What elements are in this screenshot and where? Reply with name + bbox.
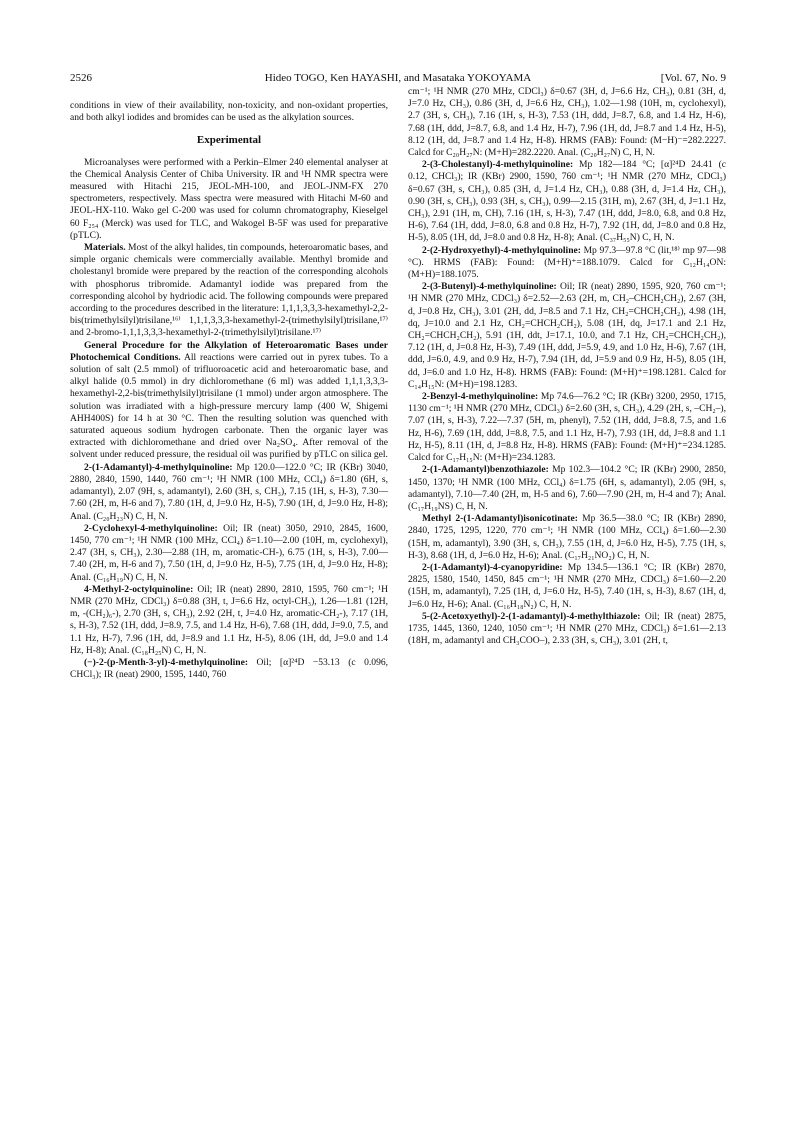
general-procedure-body: All reactions were carried out in pyrex tubes. To a solution of salt (2.5 mmol) of trifluoroacetic acid and heteroaromatic base, and alkyl halide (0.5 mmol) in dry dichloromethane (6 ml) was added 1,1,1,3,3,3-hexamethyl-2,2-bis(trimethylsilyl)trisilane (1 mmol) under argon atmosphere. The solution was irradiated with a high-pressure mercury lamp (400 W, Shigemi AHH400S) for 14 h at 30 °C. Then the resulting solution was quenched with saturated aqueous sodium hydrogen carbonate. Then the organic layer was extracted with dichloromethane and dried over Na₂SO₄. After removal of the solvent under reduced pressure, the residual oil was purified by pTLC on silica gel. [70, 351, 388, 461]
page-number: 2526 [70, 72, 92, 84]
materials-body: Most of the alkyl halides, tin compounds, heteroaromatic bases, and simple organic chemicals were commercially available. Menthyl bromide and cholestanyl bromide were prepared by the reaction of the corresponding alcohols with phosphorus tribromide. Adamantyl iodide was prepared from the corresponding alcohol by hydriodic acid. The following compounds were prepared according to the procedures described in the literature: 1,1,1,3,3,3-hexamethyl-2,2-bis(trimethylsilyl)trisilane,¹⁶⁾ 1,1,1,3,3,3-hexamethyl-2-(trimethylsilyl)trisilane,¹⁷⁾ and 2-bromo-1,1,1,3,3,3-hexamethyl-2-(trimethylsilyl)trisilane.¹⁷⁾ [70, 242, 388, 339]
paragraph-instruments: Microanalyses were performed with a Perkin–Elmer 240 elemental analyser at the Chemical Analysis Center of Chiba University. IR and ¹H NMR spectra were measured with Hitachi 215, JEOL-MH-100, and JEOL-JNM-FX 270 spectrometers, respectively. Mass spectra were measured with Hitachi M-60 and JEOL-HX-110. Wako gel C-200 was used for column chromatography, Kieselgel 60 F₂₅₄ (Merck) was used for TLC, and Wakogel B-5F was used for preparative (pTLC). [70, 156, 388, 241]
compound-name: 5-(2-Acetoxyethyl)-2-(1-adamantyl)-4-methylthiazole: [422, 610, 641, 622]
compound-name: 2-Cyclohexyl-4-methylquinoline: [84, 522, 218, 534]
running-authors: Hideo TOGO, Ken HAYASHI, and Masataka YOKOYAMA [264, 72, 532, 84]
right-column [408, 86, 726, 647]
compound-data: Mp 36.5—38.0 °C; IR (KBr) 2890, 2840, 1725, 1295, 1220, 770 cm⁻¹; ¹H NMR (100 MHz, CCl₄) δ=1.60—2.30 (15H, m, adamantyl), 3.90 (3H, s, CH₃), 7.55 (1H, d, J=6.0 Hz, H-5), 7.75 (1H, s, H-3), 8.68 (1H, d, J=6.0 Hz, H-6); Anal. (C₁₇H₂₁NO₂) C, H, N. [408, 513, 727, 561]
compound-data: Mp 102.3—104.2 °C; IR (KBr) 2900, 2850, 1450, 1370; ¹H NMR (100 MHz, CCl₄) δ=1.75 (6H, s, adamantyl), 2.05 (9H, s, adamantyl), 7.10—7.40 (2H, m, H-5 and 6), 7.60—7.90 (2H, m, H-4 and 7); Anal. (C₁₇H₁₉NS) C, H, N. [408, 464, 726, 512]
compound-entry [70, 584, 388, 657]
general-procedure-heading: General Procedure for the Alkylation of Heteroaromatic Bases under Photochemical Conditions. [70, 339, 388, 363]
compound-entry [408, 464, 726, 513]
compound-name: 2-(1-Adamantyl)-4-methylquinoline: [84, 461, 233, 473]
compound-entry [408, 245, 726, 282]
compound-entry [408, 159, 726, 244]
left-column [70, 100, 388, 681]
compound-entry [408, 391, 726, 464]
journal-reference: [Vol. 67, No. 9 [660, 72, 726, 84]
materials-heading: Materials. [84, 242, 126, 254]
compound-entry [408, 562, 726, 611]
compound-entry [70, 462, 388, 523]
paragraph-general-procedure [70, 340, 388, 462]
compound-name: 2-(2-Hydroxyethyl)-4-methylquinoline: [422, 244, 581, 256]
compound-name: 4-Methyl-2-octylquinoline: [84, 583, 194, 595]
compound-entry [70, 657, 388, 681]
compound-name: 2-(1-Adamantyl)benzothiazole: [422, 464, 549, 476]
compound-name: 2-Benzyl-4-methylquinoline: [422, 391, 539, 403]
compound-data: Mp 134.5—136.1 °C; IR (KBr) 2870, 2825, 1580, 1540, 1450, 845 cm⁻¹; ¹H NMR (270 MHz, CDCl₃) δ=1.60—2.20 (15H, m, adamantyl), 7.25 (1H, d, J=6.0 Hz, H-5), 7.40 (1H, s, H-3), 8.67 (1H, d, J=6.0 Hz, H-6); Anal. (C₁₆H₁₈N₂) C, H, N. [408, 561, 726, 610]
compound-data: Mp 74.6—76.2 °C; IR (KBr) 3200, 2950, 1715, 1130 cm⁻¹; ¹H NMR (270 MHz, CDCl₃) δ=2.60 (3H, s, CH₃), 4.29 (2H, s, –CH₂–), 7.07 (1H, s, H-3), 7.22—7.37 (5H, m, phenyl), 7.52 (1H, ddd, J=8.8, 7.5, and 1.6 Hz, H-6), 7.69 (1H, ddd, J=8.8, 7.5, and 1.1 Hz, H-7), 7.93 (1H, dd, J=8.8 and 1.1 Hz, H-5), 8.11 (1H, d, J=8.8 Hz, H-8). HRMS (FAB): Found: (M+H)⁺=234.1285. Calcd for C₁₇H₁₅N: (M+H)=234.1283. [408, 391, 727, 464]
compound-data: Mp 120.0—122.0 °C; IR (KBr) 3040, 2880, 2840, 1590, 1440, 760 cm⁻¹; ¹H NMR (100 MHz, CCl₄) δ=1.80 (6H, s, adamantyl), 2.07 (9H, s, adamantyl), 2.60 (3H, s, CH₃), 7.15 (1H, s, H-3), 7.30—7.60 (2H, m, H-6 and 7), 7.80 (1H, d, J=9.0 Hz, H-5), 7.90 (1H, d, J=9.0 Hz, H-8); Anal. (C₂₀H₂₃N) C, H, N. [70, 461, 388, 522]
compound-name: (−)-2-(p-Menth-3-yl)-4-methylquinoline: [84, 656, 249, 668]
compound-name: 2-(3-Cholestanyl)-4-methylquinoline: [422, 159, 574, 171]
compound-entry [408, 611, 726, 648]
compound-entry [408, 513, 726, 562]
compound-name: 2-(1-Adamantyl)-4-cyanopyridine: [422, 561, 563, 573]
paragraph-materials [70, 242, 388, 340]
compound-name: 2-(3-Butenyl)-4-methylquinoline: [422, 281, 557, 293]
continued-compound-data: cm⁻¹; ¹H NMR (270 MHz, CDCl₃) δ=0.67 (3H, d, J=6.6 Hz, CH₃), 0.81 (3H, d, J=7.0 Hz, CH₃), 0.86 (3H, d, J=6.6 Hz, CH₃), 1.02—1.98 (10H, m, cyclohexyl), 2.7 (3H, s, CH₃), 7.16 (1H, s, H-3), 7.53 (1H, ddd, J=8.7, 6.8, and 1.4 Hz, H-6), 7.68 (1H, ddd, J=8.7, 6.8, and 1.4 Hz, H-7), 7.96 (1H, dd, J=8.7 and 1.4 Hz, H-5), 8.12 (1H, dd, J=8.7 and 1.4 Hz, H-8). HRMS (FAB): Found: (M−H)⁻=282.2227. Calcd for C₂₀H₂₇N: (M+H)=282.2220. Anal. (C₂₀H₂₇N) C, H, N. [408, 86, 726, 159]
compound-data: Oil; IR (neat) 2890, 2810, 1595, 760 cm⁻¹; ¹H NMR (270 MHz, CDCl₃) δ=0.88 (3H, t, J=6.6 Hz, octyl-CH₃), 1.26—1.81 (12H, m, -(CH₂)₆-), 2.70 (3H, s, CH₃), 2.92 (2H, t, J=4.0 Hz, aromatic-CH₂-), 7.17 (1H, s, H-3), 7.52 (1H, ddd, J=8.9, 7.5, and 1.4 Hz, H-6), 7.68 (1H, ddd, J=9.0, 7.5, and 1.1 Hz, H-7), 7.96 (1H, dd, J=8.9 and 1.1 Hz, H-5), 8.06 (1H, dd, J=9.0 and 1.4 Hz, H-8); Anal. (C₁₈H₂₅N) C, H, N. [70, 583, 388, 656]
compound-data: Oil; IR (neat) 3050, 2910, 2845, 1600, 1450, 770 cm⁻¹; ¹H NMR (100 MHz, CCl₄) δ=1.10—2.00 (10H, m, cyclohexyl), 2.47 (3H, s, CH₃), 2.30—2.88 (1H, m, aromatic-CH-), 6.75 (1H, s, H-3), 7.00—7.40 (2H, m, H-6 and 7), 7.50 (1H, d, J=9.0 Hz, H-5), 7.75 (1H, d, J=9.0 Hz, H-8); Anal. (C₁₆H₁₉N) C, H, N. [70, 522, 389, 583]
compound-data: Oil; IR (neat) 2875, 1735, 1445, 1360, 1240, 1050 cm⁻¹; ¹H NMR (270 MHz, CDCl₃) δ=1.61—2.13 (18H, m, adamantyl and CH₃COO–), 2.33 (3H, s, CH₃), 3.01 (2H, t, [408, 610, 726, 647]
compound-data: Oil; IR (neat) 2890, 1595, 920, 760 cm⁻¹; ¹H NMR (270 MHz, CDCl₃) δ=2.52—2.63 (2H, m, CH₂–CHCH₂CH₂), 2.67 (3H, d, J=0.8 Hz, CH₃), 3.01 (2H, dd, J=8.5 and 7.1 Hz, CH₂=CHCH₂CH₂), 4.98 (1H, dq, J=10.0 and 2.1 Hz, CH₂=CHCH₂CH₂), 5.08 (1H, dq, J=17.1 and 2.1 Hz, CH₂=CHCH₂CH₂), 5.91 (1H, ddt, J=17.1, 10.0, and 7.1 Hz, CH₂=CHCH₂CH₂), 7.12 (1H, d, J=0.8 Hz, H-3), 7.49 (1H, ddd, J=5.9, 4.9, and 1.0 Hz, H-6), 7.67 (1H, ddd, J=6.0, 4.9, and 0.9 Hz, H-7), 7.94 (1H, dd, J=5.9 and 0.9 Hz, H-5), 8.05 (1H, dd, J=6.0 and 1.0 Hz, H-8). HRMS (FAB): Found: (M+H)⁺=198.1281. Calcd for C₁₄H₁₅N: (M+H)=198.1283. [408, 281, 726, 390]
compound-data: Mp 97.3—97.8 °C (lit,¹⁸⁾ mp 97—98 °C). HRMS (FAB): Found: (M+H)⁺=188.1079. Calcd for C₁₂H₁₄ON: (M+H)=188.1075. [408, 244, 726, 281]
section-title-experimental: Experimental [196, 134, 262, 147]
page-header [70, 70, 726, 86]
compound-name: Methyl 2-(1-Adamantyl)isonicotinate: [422, 513, 578, 525]
intro-paragraph: conditions in view of their availability, non-toxicity, and non-oxidant properties, and both alkyl iodides and bromides can be used as the alkylation sources. [70, 100, 388, 124]
compound-entry [408, 281, 726, 391]
compound-entry [70, 523, 388, 584]
compound-data: Mp 182—184 °C; [α]²⁴D 24.41 (c 0.12, CHCl₃); IR (KBr) 2900, 1590, 760 cm⁻¹; ¹H NMR (270 MHz, CDCl₃) δ=0.67 (3H, s, CH₃), 0.85 (3H, d, J=1.4 Hz, CH₃), 0.88 (3H, d, J=1.4 Hz, CH₃), 0.90 (3H, s, CH₃), 0.93 (3H, s, CH₃), 0.99—2.15 (31H, m), 2.67 (3H, d, J=1.1 Hz, CH₃), 2.91 (1H, m, CH), 7.16 (1H, s, H-3), 7.47 (1H, ddd, J=8.0, 6.8, and 0.8 Hz, H-6), 7.64 (1H, ddd, J=8.0, 6.8 and 0.8 Hz, H-7), 7.92 (1H, dd, J=8.0 and 0.8 Hz, H-5), 8.05 (1H, dd, J=8.0 and 0.8 Hz, H-8); Anal. (C₃₇H₅₅N) C, H, N. [408, 159, 726, 244]
compound-data: Oil; [α]²⁴D −53.13 (c 0.096, CHCl₃); IR (neat) 2900, 1595, 1440, 760 [70, 656, 388, 681]
